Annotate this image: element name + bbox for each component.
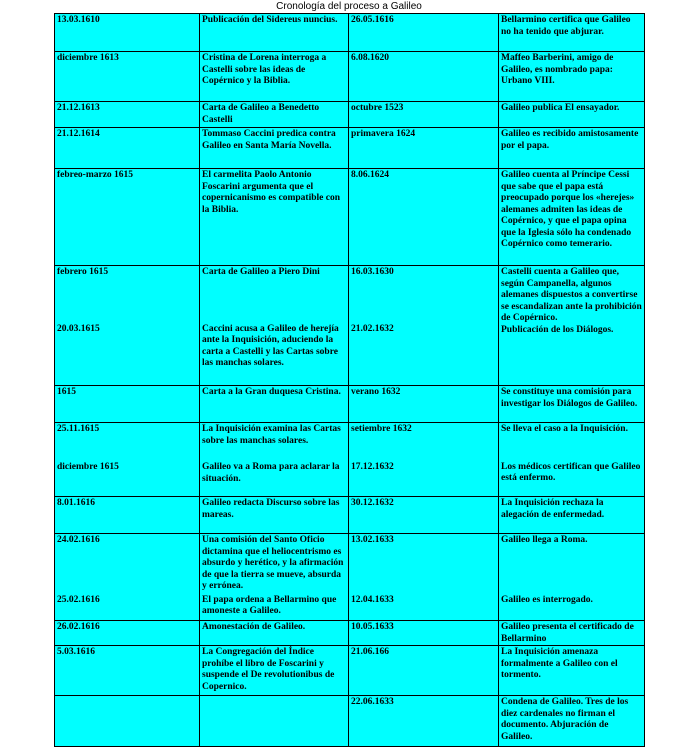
table-row xyxy=(55,646,645,696)
date-text: 21.12.1614 xyxy=(57,129,100,139)
date-cell xyxy=(55,386,200,423)
event-text: Condena de Galileo. Tres de los diez cardenales no firman el documento. Abjuración de Galileo. xyxy=(501,697,629,742)
event-cell xyxy=(499,14,645,52)
date-cell xyxy=(55,534,200,621)
date-text: 12.04.1633 xyxy=(351,594,394,605)
date-text: febreo-marzo 1615 xyxy=(57,170,134,180)
date-cell xyxy=(349,534,499,621)
event-cell xyxy=(200,169,349,266)
date-cell xyxy=(349,52,499,102)
event-cell xyxy=(200,128,349,169)
date-text: 13.03.1610 xyxy=(57,15,100,25)
event-text: El carmelita Paolo Antonio Foscarini argumenta que el copernicanismo es compatible con la Biblia. xyxy=(202,170,341,215)
event-text: Caccini acusa a Galileo de herejía ante la Inquisición, aduciendo la carta a Castelli y las Cartas sobre las manchas solares. xyxy=(202,323,339,368)
table-row xyxy=(55,386,645,423)
date-text: octubre 1523 xyxy=(351,103,404,113)
date-cell xyxy=(55,497,200,534)
event-text: La Inquisición amenaza formalmente a Galileo con el tormento. xyxy=(501,647,618,680)
event-cell xyxy=(499,386,645,423)
event-cell xyxy=(499,102,645,128)
event-cell xyxy=(200,102,349,128)
date-text: diciembre 1613 xyxy=(57,53,119,63)
event-text: Carta de Galileo a Piero Dini xyxy=(202,267,320,277)
event-cell xyxy=(200,621,349,646)
date-text: 10.05.1633 xyxy=(351,622,394,632)
event-text: Se constituye una comisión para investigar los Diálogos de Galileo. xyxy=(501,387,638,409)
date-text: 20.03.1615 xyxy=(57,323,100,334)
event-cell xyxy=(200,386,349,423)
table-row xyxy=(55,696,645,747)
event-cell xyxy=(499,497,645,534)
date-cell xyxy=(55,266,200,386)
table-row xyxy=(55,102,645,128)
date-text: 25.02.1616 xyxy=(57,594,100,605)
event-text: Se lleva el caso a la Inquisición. xyxy=(501,424,628,434)
date-text: 26.05.1616 xyxy=(351,15,394,25)
date-cell xyxy=(349,696,499,747)
event-text: Maffeo Barberini, amigo de Galileo, es nombrado papa: Urbano VIII. xyxy=(501,53,614,86)
event-text: Publicación del Sidereus nuncius. xyxy=(202,15,338,25)
table-row xyxy=(55,128,645,169)
event-text: El papa ordena a Bellarmino que amoneste a Galileo. xyxy=(202,594,337,616)
event-text: Galileo va a Roma para aclarar la situación. xyxy=(202,462,340,484)
date-cell xyxy=(55,621,200,646)
table-title: Cronología del proceso a Galileo xyxy=(276,1,422,12)
date-cell xyxy=(55,169,200,266)
event-cell xyxy=(200,646,349,696)
date-cell xyxy=(349,128,499,169)
event-text: Carta a la Gran duquesa Cristina. xyxy=(202,387,341,397)
date-cell xyxy=(349,169,499,266)
event-text: Cristina de Lorena interroga a Castelli sobre las ideas de Copérnico y la Biblia. xyxy=(202,53,327,86)
date-text: 13.02.1633 xyxy=(351,535,394,545)
date-cell xyxy=(349,102,499,128)
table-row xyxy=(55,497,645,534)
chronology-table xyxy=(54,13,645,747)
event-text: Bellarmino certifica que Galileo no ha tenido que abjurar. xyxy=(501,15,631,37)
date-text: 26.02.1616 xyxy=(57,622,100,632)
event-cell xyxy=(499,646,645,696)
table-row xyxy=(55,266,645,386)
date-cell xyxy=(55,423,200,497)
event-text: Galileo publica El ensayador. xyxy=(501,103,620,113)
event-text: La Inquisición rechaza la alegación de enfermedad. xyxy=(501,498,605,520)
event-text: Publicación de los Diálogos. xyxy=(501,324,614,335)
date-cell xyxy=(55,102,200,128)
event-text: Los médicos certifican que Galileo está enfermo. xyxy=(501,461,641,483)
event-cell xyxy=(499,534,645,621)
table-row xyxy=(55,52,645,102)
event-cell xyxy=(200,534,349,621)
chronology-body xyxy=(55,14,645,747)
table-row xyxy=(55,169,645,266)
date-text: 8.01.1616 xyxy=(57,498,95,508)
event-text: Galileo presenta el certificado de Bellarmino xyxy=(501,622,634,644)
event-cell xyxy=(499,128,645,169)
event-cell xyxy=(499,696,645,747)
event-text: La Inquisición examina las Cartas sobre las manchas solares. xyxy=(202,424,341,446)
date-cell xyxy=(55,646,200,696)
date-cell xyxy=(349,386,499,423)
date-text: 21.02.1632 xyxy=(351,323,394,334)
date-cell xyxy=(55,696,200,747)
date-text: setiembre 1632 xyxy=(351,424,412,434)
event-text: Castelli cuenta a Galileo que, según Campanella, algunos alemanes dispuestos a convertirse se escandalizan ante la prohibición de Copérnico. xyxy=(501,267,642,323)
date-text: diciembre 1615 xyxy=(57,461,119,472)
date-cell xyxy=(349,497,499,534)
table-row xyxy=(55,534,645,621)
event-cell xyxy=(200,497,349,534)
date-cell xyxy=(349,646,499,696)
table-row xyxy=(55,423,645,497)
date-cell xyxy=(55,14,200,52)
table-row xyxy=(55,14,645,52)
date-cell xyxy=(349,423,499,497)
event-cell xyxy=(499,169,645,266)
event-text: Amonestación de Galileo. xyxy=(202,622,306,632)
table-row xyxy=(55,621,645,646)
date-cell xyxy=(349,621,499,646)
event-text: Una comisión del Santo Oficio dictamina que el heliocentrismo es absurdo y herético, y la afirmación de que la tierra se mueve, absurda y errónea. xyxy=(202,535,344,591)
date-cell xyxy=(55,52,200,102)
date-text: febrero 1615 xyxy=(57,267,109,277)
event-cell xyxy=(200,52,349,102)
date-text: 21.12.1613 xyxy=(57,103,100,113)
date-text: primavera 1624 xyxy=(351,129,416,139)
date-text: 30.12.1632 xyxy=(351,498,394,508)
date-text: 17.12.1632 xyxy=(351,461,394,472)
date-text: 24.02.1616 xyxy=(57,535,100,545)
event-text: Tommaso Caccini predica contra Galileo en Santa María Novella. xyxy=(202,129,336,151)
event-text: Galileo es recibido amistosamente por el papa. xyxy=(501,129,639,151)
event-cell xyxy=(200,696,349,747)
date-text: 22.06.1633 xyxy=(351,697,394,707)
event-text: La Congregación del Índice prohíbe el libro de Foscarini y suspende el De revolutionibus de Copernico. xyxy=(202,647,335,692)
date-cell xyxy=(349,266,499,386)
event-cell xyxy=(499,423,645,497)
event-cell xyxy=(499,52,645,102)
date-cell xyxy=(55,128,200,169)
date-text: 16.03.1630 xyxy=(351,267,394,277)
date-text: 5.03.1616 xyxy=(57,647,95,657)
date-text: verano 1632 xyxy=(351,387,401,397)
event-text: Carta de Galileo a Benedetto Castelli xyxy=(202,103,320,125)
event-cell xyxy=(499,266,645,386)
event-cell xyxy=(200,14,349,52)
event-cell xyxy=(200,423,349,497)
date-text: 8.06.1624 xyxy=(351,170,389,180)
event-text: Galileo cuenta al Príncipe Cessi que sabe que el papa está preocupado porque los «herejes» alemanes admiten las ideas de Copérnico, y que el papa opina que la Iglesia sólo ha condenado Copérnico como temerario. xyxy=(501,170,635,249)
date-text: 6.08.1620 xyxy=(351,53,389,63)
date-cell xyxy=(349,14,499,52)
date-text: 1615 xyxy=(57,387,76,397)
event-cell xyxy=(200,266,349,386)
event-cell xyxy=(499,621,645,646)
event-text: Galileo llega a Roma. xyxy=(501,535,588,545)
date-text: 25.11.1615 xyxy=(57,424,100,434)
event-text: Galileo es interrogado. xyxy=(501,594,593,605)
date-text: 21.06.166 xyxy=(351,647,389,657)
event-text: Galileo redacta Discurso sobre las mareas. xyxy=(202,498,340,520)
